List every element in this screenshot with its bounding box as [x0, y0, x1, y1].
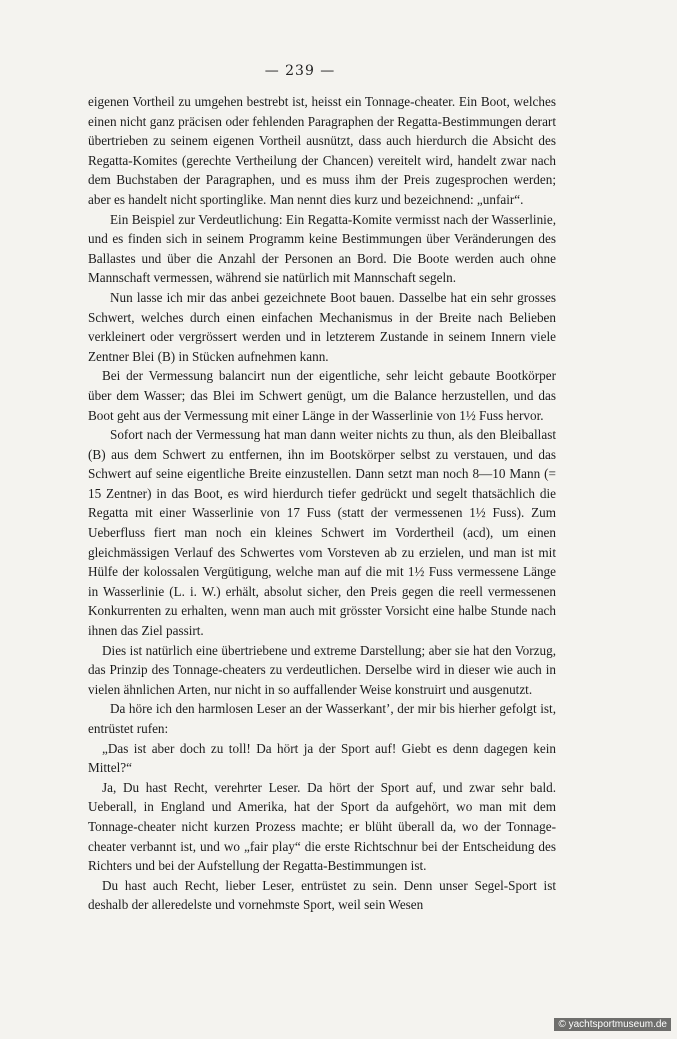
paragraph: Bei der Vermessung balancirt nun der eigentliche, sehr leicht gebaute Bootkörper über dem Wasser; das Blei im Schwert genügt, um die Balance herzustellen, und das Boot geht aus der Vermessung mit einer Länge in der Wasserlinie von 1½ Fuss hervor.	[88, 368, 556, 423]
quote-paragraph: „Das ist aber doch zu toll! Da hört ja der Sport auf! Giebt es denn dagegen kein Mittel?“	[88, 740, 556, 776]
paragraph: eigenen Vortheil zu umgehen bestrebt ist, heisst ein Tonnage-cheater. Ein Boot, welches einen nicht ganz präcisen oder fehlenden Paragraphen der Regatta-Bestimmungen derart übertrieben zu seinem eigenen Vortheil ausnützt, dass auch hierdurch die Absicht des Regatta-Komites (gerechte Vertheilung der Chancen) vereitelt wird, handelt zwar nach dem Buchstaben der Paragraphen, und es muss ihm der Preis zugesprochen werden; aber es handelt nicht sportinglike. Man nennt dies kurz und bezeichnend: „unfair“.	[88, 94, 556, 207]
paragraph: Nun lasse ich mir das anbei gezeichnete Boot bauen. Dasselbe hat ein sehr grosses Schwert, welches durch einen einfachen Mechanismus in der Breite nach Belieben verkleinert oder vergrössert werden und in letzterem Zustande in seinem Innern viele Zentner Blei (B) in Stücken aufnehmen kann.	[88, 289, 556, 364]
paragraph: Du hast auch Recht, lieber Leser, entrüstet zu sein. Denn unser Segel-Sport ist deshalb der alleredelste und vornehmste Sport, weil sein Wesen	[88, 877, 556, 913]
page-number: — 239 —	[264, 63, 336, 79]
paragraph: Dies ist natürlich eine übertriebene und extreme Darstellung; aber sie hat den Vorzug, das Prinzip des Tonnage-cheaters zu verdeutlichen. Derselbe wird in dieser wie auch in vielen ähnlichen Arten, nur nicht in so auffallender Weise konstruirt und ausgenutzt.	[88, 642, 556, 697]
paragraph: Sofort nach der Vermessung hat man dann weiter nichts zu thun, als den Bleiballast (B) aus dem Schwert zu entfernen, ihn im Bootskörper selbst zu verstauen, und das Schwert auf seine eigentliche Breite einzustellen. Dann setzt man noch 8—10 Mann (= 15 Zentner) in das Boot, es wird hierdurch tiefer gedrückt und segelt thatsächlich die Regatta mit einer Wasserlinie von 17 Fuss (statt der vermessenen 1½ Fuss). Zum Ueberfluss fiert man noch ein kleines Schwert im Vordertheil (acd), um einen gleichmässigen Verlauf des Schwertes vom Vorsteven ab zu erzielen, und man ist mit Hülfe der kolossalen Vergütigung, welche man auf die mit 1½ Fuss vermessene Länge in Wasserlinie (L. i. W.) erhält, absolut sicher, den Preis gegen die reell vermessenen Konkurrenten zu erhalten, wenn man auch mit grösster Vorsicht eine halbe Stunde nach ihnen das Ziel passirt.	[88, 427, 556, 639]
body-text	[88, 92, 556, 915]
watermark-label: © yachtsportmuseum.de	[554, 1018, 671, 1031]
paragraph: Ein Beispiel zur Verdeutlichung: Ein Regatta-Komite vermisst nach der Wasserlinie, und es finden sich in seinem Programm keine Bestimmungen über Veränderungen des Ballastes und über die Anzahl der Personen an Bord. Die Boote werden auch ohne Mannschaft vermessen, während sie natürlich mit Mannschaft segeln.	[88, 211, 556, 286]
paragraph: Ja, Du hast Recht, verehrter Leser. Da hört der Sport auf, und zwar sehr bald. Ueberall, in England und Amerika, hat der Sport da aufgehört, wo man mit dem Tonnage-cheater nicht kurzen Prozess machte; er blüht überall da, wo der Tonnage-cheater verbannt ist, und wo „fair play“ die erste Richtschnur bei der Entscheidung des Richters und bei der Aufstellung der Regatta-Bestimmungen ist.	[88, 779, 556, 874]
paragraph: Da höre ich den harmlosen Leser an der Wasserkant’, der mir bis hierher gefolgt ist, entrüstet rufen:	[88, 701, 556, 736]
